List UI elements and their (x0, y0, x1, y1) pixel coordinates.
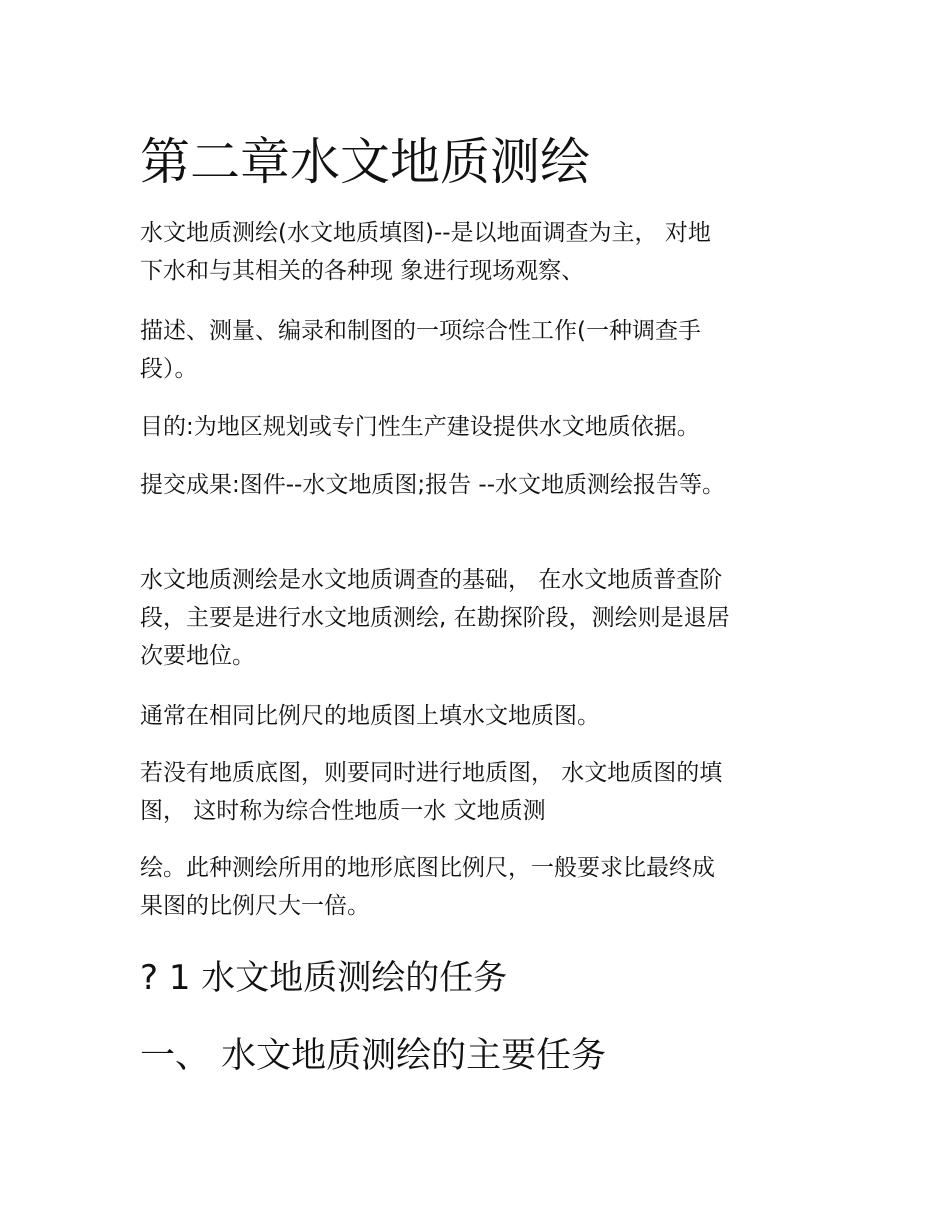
paragraph-line: 下水和与其相关的各种现 象进行现场观察、 (140, 258, 585, 284)
paragraph-combined-mapping (140, 754, 820, 830)
paragraph-line: 绘。此种测绘所用的地形底图比例尺，一般要求比最终成 (140, 855, 715, 881)
paragraph-deliverables: 提交成果:图件--水文地质图;报告 --水文地质测绘报告等。 (140, 472, 726, 498)
paragraph-role (140, 561, 820, 675)
paragraph-line: 次要地位。 (140, 643, 255, 669)
paragraph-scale: 通常在相同比例尺的地质图上填水文地质图。 (140, 703, 600, 729)
paragraph-line: 段，主要是进行水文地质测绘, 在勘探阶段，测绘则是退居 (140, 605, 730, 631)
section-heading: ? 1 水文地质测绘的任务 (140, 958, 508, 998)
paragraph-line: 描述、测量、编录和制图的一项综合性工作(一种调查手 (140, 318, 701, 344)
paragraph-line: 段）。 (140, 356, 198, 382)
paragraph-line: 水文地质测绘是水文地质调查的基础， 在水文地质普查阶 (140, 567, 723, 593)
subsection-heading: 一、 水文地质测绘的主要任务 (140, 1036, 607, 1076)
paragraph-line: 果图的比例尺大一倍。 (140, 893, 370, 919)
paragraph-definition-continued (140, 312, 820, 388)
paragraph-purpose: 目的:为地区规划或专门性生产建设提供水文地质依据。 (140, 414, 700, 440)
paragraph-line: 水文地质测绘(水文地质填图)--是以地面调查为主， 对地 (140, 220, 711, 246)
paragraph-line: 若没有地质底图，则要同时进行地质图， 水文地质图的填 (140, 760, 723, 786)
paragraph-base-map-scale (140, 849, 820, 925)
paragraph-line: 图， 这时称为综合性地质一水 文地质测 (140, 798, 546, 824)
chapter-title: 第二章水文地质测绘 (140, 133, 590, 191)
paragraph-definition (140, 214, 820, 290)
